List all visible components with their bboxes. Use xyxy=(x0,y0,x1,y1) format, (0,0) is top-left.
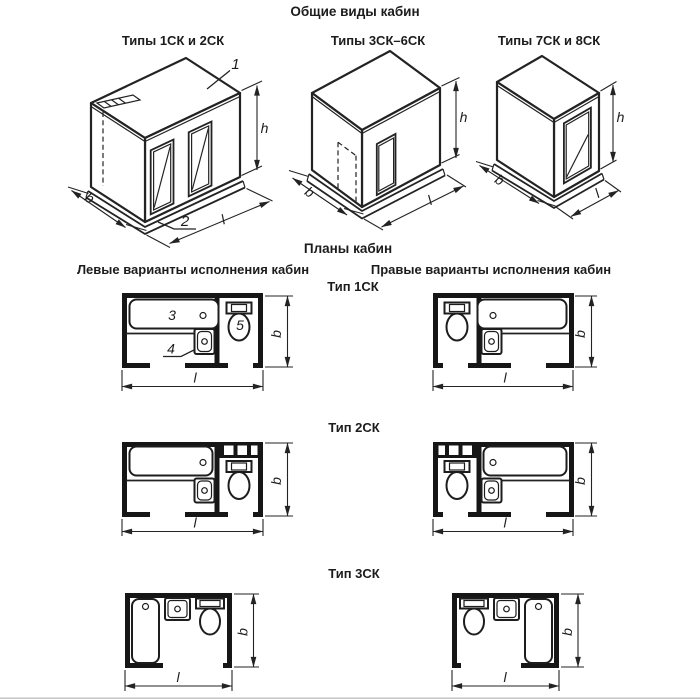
plan-room-type3-right-mirrored xyxy=(452,593,559,668)
toilet xyxy=(227,461,252,499)
plan-type-3-label: Тип 3СК xyxy=(328,566,380,581)
dim-label-h: h xyxy=(616,109,625,125)
washbasin xyxy=(195,329,215,354)
bottom-border-line xyxy=(0,697,700,699)
plan-room-type3-left xyxy=(125,593,232,668)
plan-room-type2-left xyxy=(122,442,263,517)
right-variants-label: Правые варианты исполнения кабин xyxy=(370,262,612,277)
cabin-type-3-6-label: Типы 3СК–6СК xyxy=(330,33,426,48)
plan-type-1-label: Тип 1СК xyxy=(327,279,379,294)
plan-room-type1-right-mirrored xyxy=(433,293,574,368)
dim-label-l: l xyxy=(193,514,197,531)
cabin-iso-type-1-2 xyxy=(68,56,273,248)
callout-washbasin: 4 xyxy=(167,340,175,357)
left-variants-label: Левые варианты исполнения кабин xyxy=(76,262,310,277)
dim-label-b: b xyxy=(268,330,284,338)
cabin-iso-type-7-8 xyxy=(476,56,625,219)
bathtub xyxy=(132,599,159,663)
dim-label-b: b xyxy=(268,477,284,485)
dim-label-l: l xyxy=(424,192,435,208)
cabin-type-1-2-label: Типы 1СК и 2СК xyxy=(121,33,225,48)
dim-label-h: h xyxy=(260,120,269,136)
washbasin xyxy=(165,598,190,620)
dimension-h xyxy=(601,82,625,170)
dim-label-l: l xyxy=(193,369,197,386)
dim-label-h: h xyxy=(459,109,468,125)
plans-section xyxy=(77,241,611,691)
callout-floor-panel: 2 xyxy=(180,213,190,230)
callout-roof-panel: 1 xyxy=(231,56,240,73)
dimension-h xyxy=(242,81,269,176)
toilet xyxy=(196,599,224,635)
ventilation-block xyxy=(215,442,264,458)
dim-label-b: b xyxy=(572,330,588,338)
dim-label-b: b xyxy=(559,628,575,636)
plans-title: Планы кабин xyxy=(303,241,393,256)
dim-label-l: l xyxy=(503,514,507,531)
dim-label-b: b xyxy=(302,183,318,201)
dim-label-l: l xyxy=(503,669,507,685)
dim-label-b: b xyxy=(572,477,588,485)
dim-label-l: l xyxy=(591,185,603,201)
cabin-type-7-8-label: Типы 7СК и 8СК xyxy=(497,33,601,48)
dim-label-b: b xyxy=(82,189,98,207)
dim-label-l: l xyxy=(503,369,507,386)
dim-label-l: l xyxy=(218,211,228,228)
callout-bathtub: 3 xyxy=(168,307,176,323)
dim-label-b: b xyxy=(492,170,508,189)
general-views-title: Общие виды кабин xyxy=(290,4,420,19)
cabin-iso-type-3-6 xyxy=(289,51,468,230)
dim-label-b: b xyxy=(234,628,251,636)
dim-label-l: l xyxy=(176,669,180,685)
plan-room-type2-right-mirrored xyxy=(433,442,574,517)
plan-type-2-label: Тип 2СК xyxy=(328,420,380,435)
callout-toilet: 5 xyxy=(236,317,244,333)
washbasin xyxy=(195,479,215,503)
general-views-section xyxy=(68,4,625,248)
dimension-h xyxy=(442,78,468,164)
bathtub xyxy=(126,447,215,481)
